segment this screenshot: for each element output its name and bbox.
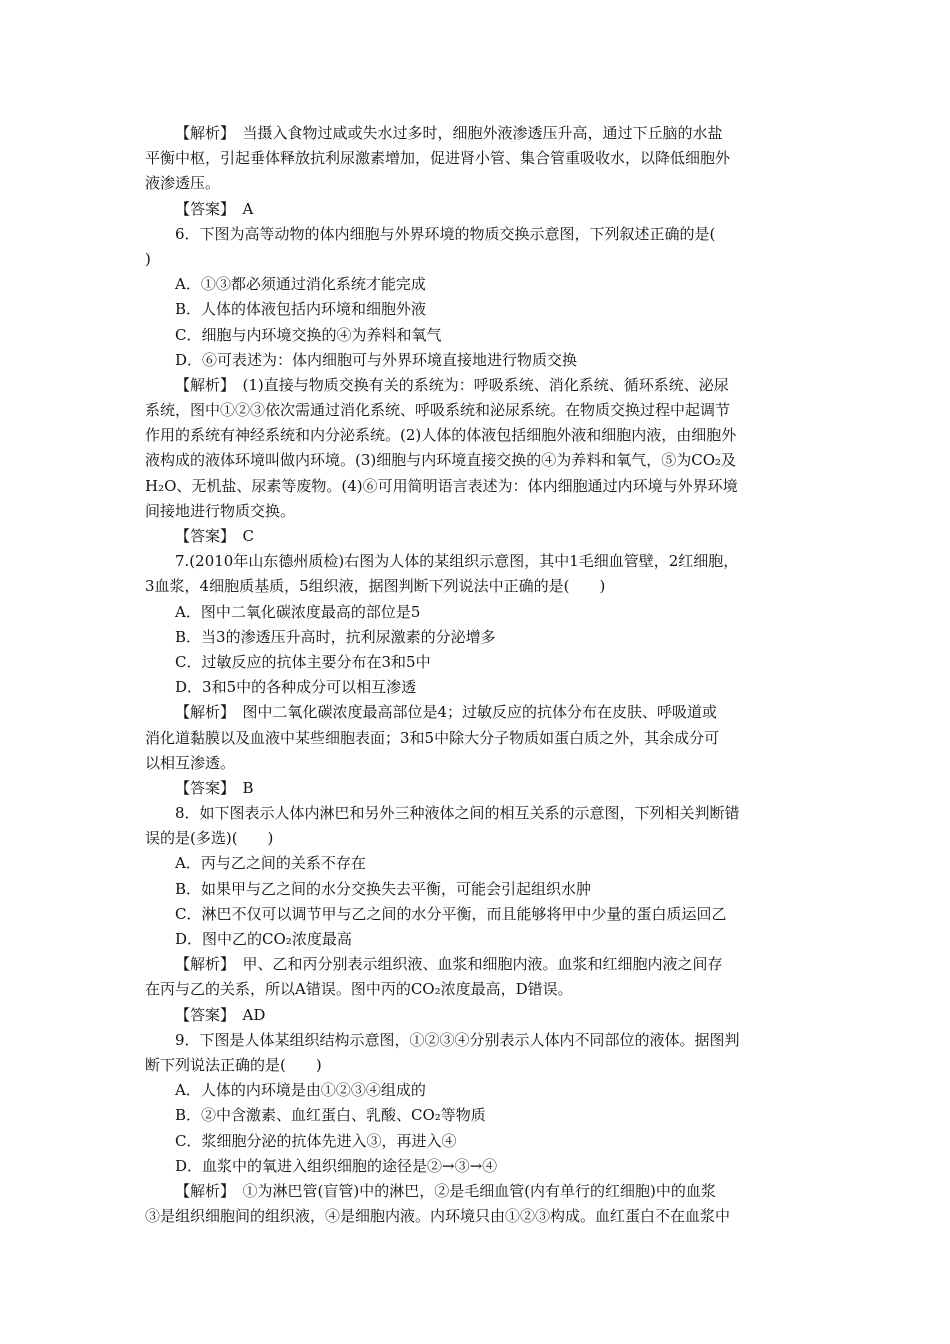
text-line: ③是组织细胞间的组织液，④是细胞内液。内环境只由①②③构成。血红蛋白不在血浆中 xyxy=(145,1207,731,1226)
text-line: A．图中二氧化碳浓度最高的部位是5 xyxy=(175,602,421,621)
text-line: D．⑥可表述为：体内细胞可与外界环境直接地进行物质交换 xyxy=(175,350,578,369)
text-line: 平衡中枢，引起垂体释放抗利尿激素增加，促进肾小管、集合管重吸收水，以降低细胞外 xyxy=(145,149,731,168)
text-line: 8．如下图表示人体内淋巴和另外三种液体之间的相互关系的示意图，下列相关判断错 xyxy=(175,804,740,823)
text-line: B．②中含激素、血红蛋白、乳酸、CO₂等物质 xyxy=(175,1106,486,1125)
text-line: A．丙与乙之间的关系不存在 xyxy=(175,854,366,873)
text-line: B．人体的体液包括内环境和细胞外液 xyxy=(175,300,427,319)
text-line: 【解析】 ①为淋巴管(盲管)中的淋巴，②是毛细血管(内有单行的红细胞)中的血浆 xyxy=(175,1181,716,1200)
text-line: 作用的系统有神经系统和内分泌系统。(2)人体的体液包括细胞外液和细胞内液，由细胞外 xyxy=(145,426,737,445)
text-line: 液构成的液体环境叫做内环境。(3)细胞与内环境直接交换的④为养料和氧气，⑤为CO₂及 xyxy=(145,451,737,470)
text-line: 误的是(多选)( ) xyxy=(145,829,274,848)
text-line: 6．下图为高等动物的体内细胞与外界环境的物质交换示意图，下列叙述正确的是( xyxy=(175,224,716,243)
text-line: 9．下图是人体某组织结构示意图，①②③④分别表示人体内不同部位的液体。据图判 xyxy=(175,1030,740,1049)
text-line: 以相互渗透。 xyxy=(145,753,236,772)
text-line: 间接地进行物质交换。 xyxy=(145,501,296,520)
text-line: 在丙与乙的关系，所以A错误。图中丙的CO₂浓度最高，D错误。 xyxy=(145,980,573,999)
text-line: C．过敏反应的抗体主要分布在3和5中 xyxy=(175,652,431,671)
text-line: A．人体的内环境是由①②③④组成的 xyxy=(175,1081,426,1100)
document-body xyxy=(145,121,813,1229)
text-line: 【答案】 A xyxy=(175,199,254,218)
text-line: 3血浆，4细胞质基质，5组织液，据图判断下列说法中正确的是( ) xyxy=(145,577,606,596)
text-line: H₂O、无机盐、尿素等废物。(4)⑥可用简明语言表述为：体内细胞通过内环境与外界环境 xyxy=(145,476,738,495)
text-line: 系统，图中①②③依次需通过消化系统、呼吸系统和泌尿系统。在物质交换过程中起调节 xyxy=(145,401,731,420)
text-line: B．当3的渗透压升高时，抗利尿激素的分泌增多 xyxy=(175,627,496,646)
text-line: 【答案】 B xyxy=(175,778,254,797)
text-line: 【解析】 (1)直接与物质交换有关的系统为：呼吸系统、消化系统、循环系统、泌尿 xyxy=(175,375,729,394)
text-line: 液渗透压。 xyxy=(145,174,221,193)
text-line: D．图中乙的CO₂浓度最高 xyxy=(175,930,352,948)
text-line: 【答案】 AD xyxy=(175,1005,266,1024)
text-line: 断下列说法正确的是( ) xyxy=(145,1055,322,1074)
text-line: ) xyxy=(145,249,151,268)
text-line: A．①③都必须通过消化系统才能完成 xyxy=(175,275,426,294)
text-line: 【解析】 当摄入食物过咸或失水过多时，细胞外液渗透压升高，通过下丘脑的水盐 xyxy=(175,124,723,142)
text-line: 【解析】 甲、乙和丙分别表示组织液、血浆和细胞内液。血浆和红细胞内液之间存 xyxy=(175,955,723,974)
text-line: D．血浆中的氧进入组织细胞的途径是②→③→④ xyxy=(175,1156,498,1175)
text-line: C．淋巴不仅可以调节甲与乙之间的水分平衡，而且能够将甲中少量的蛋白质运回乙 xyxy=(175,904,727,923)
text-line: 【答案】 C xyxy=(175,527,254,545)
text-line: C．细胞与内环境交换的④为养料和氧气 xyxy=(175,325,442,344)
text-line: D．3和5中的各种成分可以相互渗透 xyxy=(175,678,417,697)
text-line: C．浆细胞分泌的抗体先进入③，再进入④ xyxy=(175,1131,457,1150)
text-line: 【解析】 图中二氧化碳浓度最高部位是4；过敏反应的抗体分布在皮肤、呼吸道或 xyxy=(175,703,718,722)
text-line: 7.(2010年山东德州质检)右图为人体的某组织示意图，其中1毛细血管壁，2红细胞， xyxy=(175,552,739,571)
text-line: 消化道黏膜以及血液中某些细胞表面；3和5中除大分子物质如蛋白质之外，其余成分可 xyxy=(145,728,720,747)
text-line: B．如果甲与乙之间的水分交换失去平衡，可能会引起组织水肿 xyxy=(175,879,592,898)
